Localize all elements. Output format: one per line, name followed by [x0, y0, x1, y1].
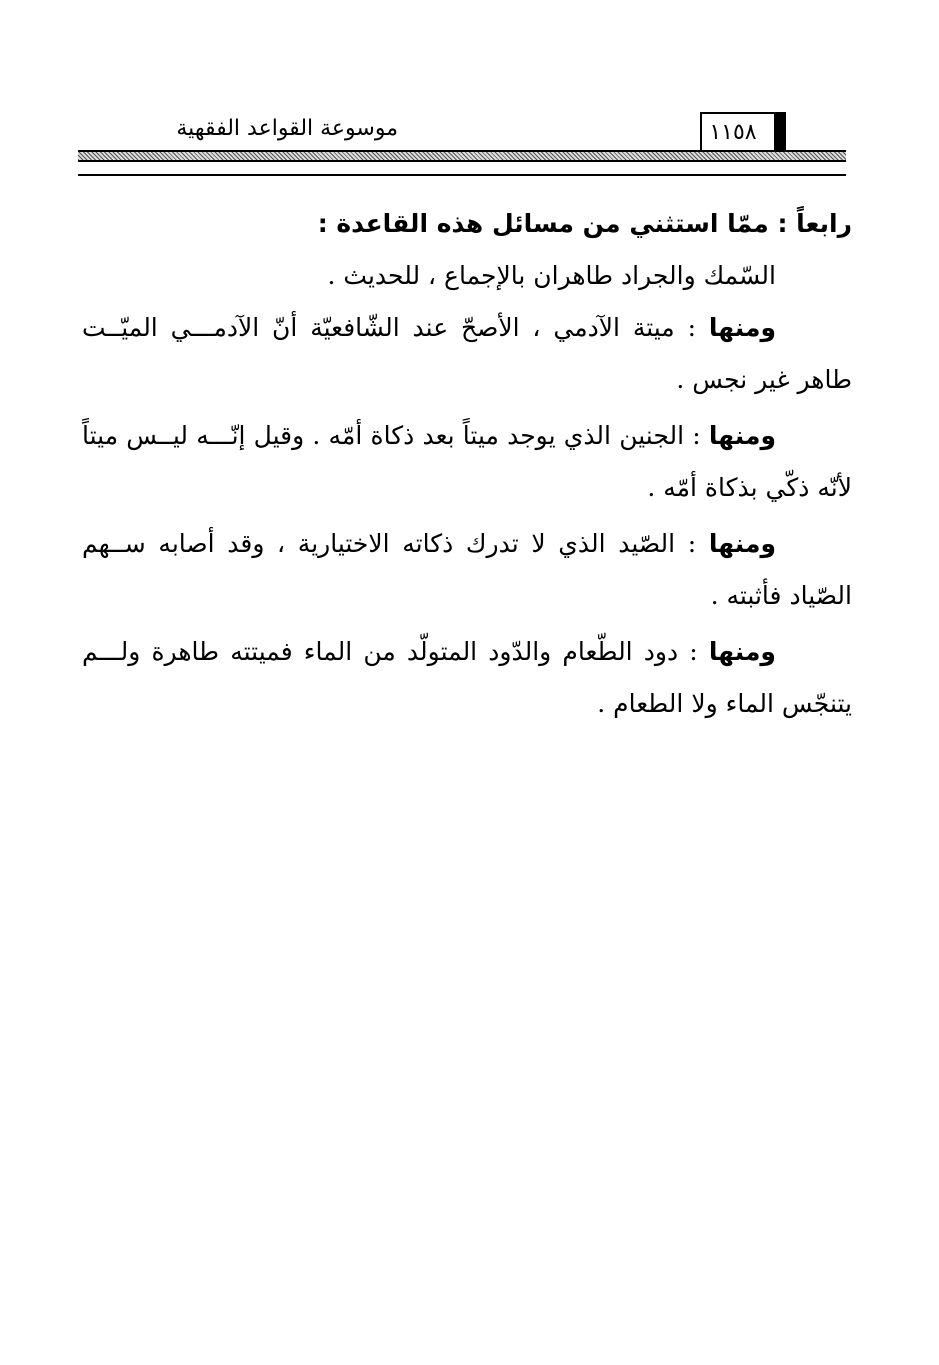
paragraph-text: : الصّيد الذي لا تدرك ذكاته الاختيارية ، وقد أصابه ســهم الصّياد فأثبته . [82, 529, 852, 610]
paragraph-text: : ميتة الآدمي ، الأصحّ عند الشّافعيّة أنّ الآدمـــي الميّــت طاهر غير نجس . [82, 313, 852, 394]
page-number: ١١٥٨ [709, 120, 757, 145]
paragraph-2 [82, 410, 852, 514]
paragraph-3 [82, 518, 852, 622]
header-thin-rule [78, 174, 846, 176]
intro-paragraph: السّمك والجراد طاهران بالإجماع ، للحديث . [327, 261, 776, 290]
page-header [78, 108, 846, 180]
paragraph-1 [82, 302, 852, 406]
paragraph-text: : الجنين الذي يوجد ميتاً بعد ذكاة أمّه . وقيل إنّـــه ليــس ميتاً لأنّه ذكّي بذكاة أمّه . [82, 421, 852, 502]
header-patterned-rule [78, 150, 846, 162]
running-title: موسوعة القواعد الفقهية [176, 116, 398, 141]
paragraph-text: : دود الطّعام والدّود المتولّد من الماء فميتته طاهرة ولـــم يتنجّس الماء ولا الطعام . [82, 637, 852, 718]
body-text [82, 198, 852, 730]
paragraph-label: ومنها [708, 637, 776, 666]
paragraph-label: ومنها [708, 313, 776, 342]
paragraph-label: ومنها [708, 529, 776, 558]
section-heading: رابعاً : ممّا استثني من مسائل هذه القاعدة : [317, 209, 852, 238]
paragraph-label: ومنها [708, 421, 776, 450]
paragraph-4 [82, 626, 852, 730]
